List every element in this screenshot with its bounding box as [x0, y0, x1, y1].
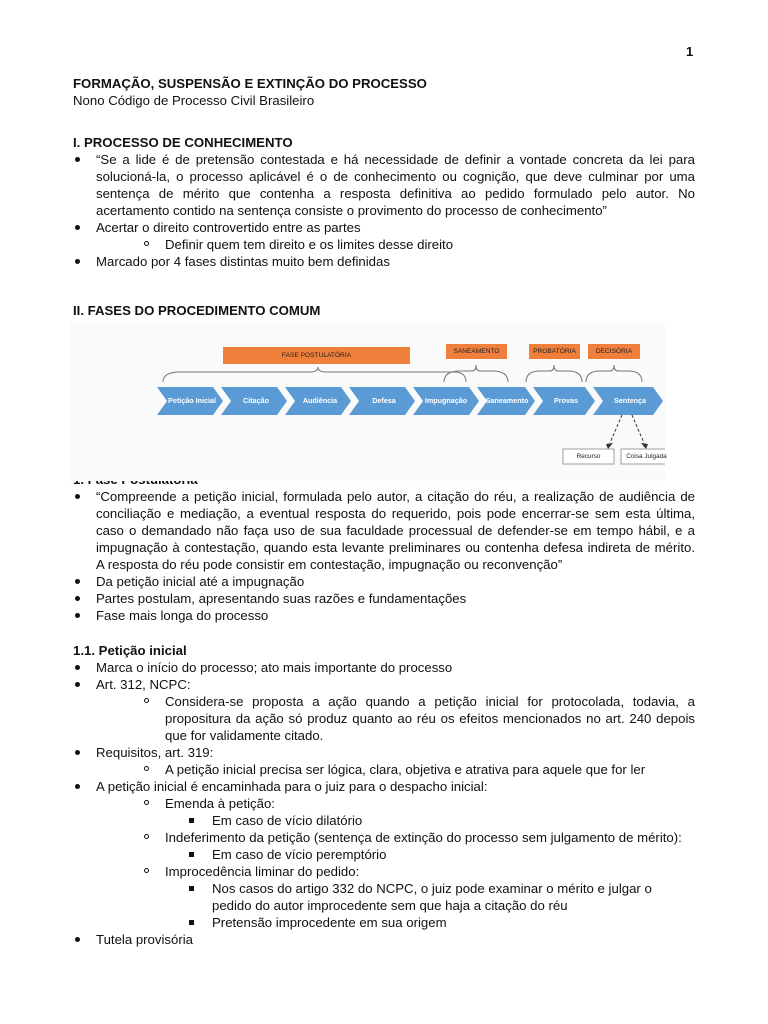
sub-list-item: Definir quem tem direito e os limites desse direito: [142, 236, 695, 253]
subsection-heading-peticao-inicial: 1.1. Petição inicial: [73, 643, 187, 658]
step-label-defesa: Defesa: [372, 396, 396, 405]
brace-saneamento: [444, 365, 508, 382]
brace-postulatoria: [163, 367, 466, 382]
step-label-citacao: Citação: [243, 396, 269, 405]
list-item: Da petição inicial até a impugnação: [73, 573, 695, 590]
sub-sub-list-item: Pretensão improcedente em sua origem: [187, 914, 695, 931]
conhecimento-list: [73, 151, 695, 270]
sub-list: [96, 795, 695, 931]
step-label-audiencia: Audiência: [302, 396, 338, 405]
list-item: “Se a lide é de pretensão contestada e há necessidade de definir a vontade concreta da lei para solucioná-la, o processo aplicável é o de conhecimento ou cognição, que deve culminar por uma sentença de mérito que contenha a resposta definitiva ao pedido formulado pelo autor. No acertamento contido na sentença consiste o provimento do processo de conhecimento”: [73, 151, 695, 219]
list-item-text: Art. 312, NCPC:: [96, 677, 191, 692]
phase-label-postulatoria: FASE POSTULATÓRIA: [281, 351, 352, 359]
document-title: FORMAÇÃO, SUSPENSÃO E EXTINÇÃO DO PROCESSO: [73, 76, 427, 91]
list-item: Marca o início do processo; ato mais importante do processo: [73, 659, 695, 676]
sub-sub-list: [165, 880, 695, 931]
sub-list-item-text: Emenda à petição:: [165, 796, 275, 811]
brace-probatoria: [526, 365, 582, 382]
sub-list-item: A petição inicial precisa ser lógica, clara, objetiva e atrativa para aquele que for ler: [142, 761, 695, 778]
step-label-sentenca: Sentença: [614, 396, 646, 405]
peticao-inicial-list: [73, 659, 695, 948]
outcome-label-recurso: Recurso: [576, 452, 601, 460]
sub-list: [96, 693, 695, 744]
section-heading-conhecimento: I. PROCESSO DE CONHECIMENTO: [73, 135, 293, 150]
step-label-saneamento: Saneamento: [485, 396, 529, 405]
sub-sub-list: [165, 812, 695, 829]
list-item: [73, 778, 695, 931]
document-body: [73, 75, 695, 948]
list-item: [73, 744, 695, 778]
sub-list-item: Considera-se proposta a ação quando a petição inicial for protocolada, todavia, a propositura da ação só produz quanto ao réu os efeitos mencionados no art. 240 depois que for validamente citado.: [142, 693, 695, 744]
list-item: Partes postulam, apresentando suas razões e fundamentações: [73, 590, 695, 607]
list-item: Tutela provisória: [73, 931, 695, 948]
sub-sub-list: [165, 846, 695, 863]
list-item-text: Acertar o direito controvertido entre as partes: [96, 220, 361, 235]
arrow-line-recurso: [610, 415, 622, 443]
outcome-label-coisa-julgada: Coisa Julgada: [626, 452, 667, 460]
list-item: Marcado por 4 fases distintas muito bem definidas: [73, 253, 695, 270]
step-label-impugnacao: Impugnação: [424, 396, 468, 405]
step-label-provas: Provas: [554, 396, 578, 405]
list-item-text: Requisitos, art. 319:: [96, 745, 214, 760]
fase-postulatoria-list: [73, 488, 695, 624]
sub-sub-list-item: Em caso de vício peremptório: [187, 846, 695, 863]
sub-list: [96, 761, 695, 778]
sub-list-item-text: Indeferimento da petição (sentença de extinção do processo sem julgamento de mérito):: [165, 830, 682, 845]
sub-list-item: [142, 829, 695, 863]
brace-decisoria: [586, 365, 642, 382]
list-item: [73, 219, 695, 253]
document-subtitle: Nono Código de Processo Civil Brasileiro: [73, 93, 315, 108]
page-number: 1: [686, 44, 694, 59]
sub-list-item: [142, 795, 695, 829]
phases-diagram: [70, 323, 665, 481]
sub-list: [96, 236, 695, 253]
list-item: “Compreende a petição inicial, formulada pelo autor, a citação do réu, a realização de audiência de conciliação e mediação, a eventual resposta do requerido, pois pode encerrar-se sem esta última, caso o demandado não faça uso de sua faculdade processual de defender-se em tempo hábil, e a impugnação à contestação, quando esta levante preliminares ou contenha defesa indireta de mérito. A resposta do réu pode consistir em contestação, impugnação ou reconvenção”: [73, 488, 695, 573]
step-label-peticao: Petição Inicial: [168, 396, 216, 405]
phase-label-probatoria: PROBATÓRIA: [533, 347, 576, 355]
sub-sub-list-item: Em caso de vício dilatório: [187, 812, 695, 829]
section-heading-fases: II. FASES DO PROCEDIMENTO COMUM: [73, 303, 321, 318]
sub-list-item-text: Improcedência liminar do pedido:: [165, 864, 360, 879]
phase-label-decisoria: DECISÓRIA: [595, 347, 633, 355]
phase-label-saneamento: SANEAMENTO: [453, 347, 500, 355]
list-item-text: A petição inicial é encaminhada para o juiz para o despacho inicial:: [96, 779, 488, 794]
sub-sub-list-item: Nos casos do artigo 332 do NCPC, o juiz pode examinar o mérito e julgar o pedido do autor improcedente sem que haja a citação do réu: [187, 880, 695, 914]
arrow-line-coisa-julgada: [632, 415, 644, 443]
list-item: [73, 676, 695, 744]
sub-list-item: [142, 863, 695, 931]
list-item: Fase mais longa do processo: [73, 607, 695, 624]
